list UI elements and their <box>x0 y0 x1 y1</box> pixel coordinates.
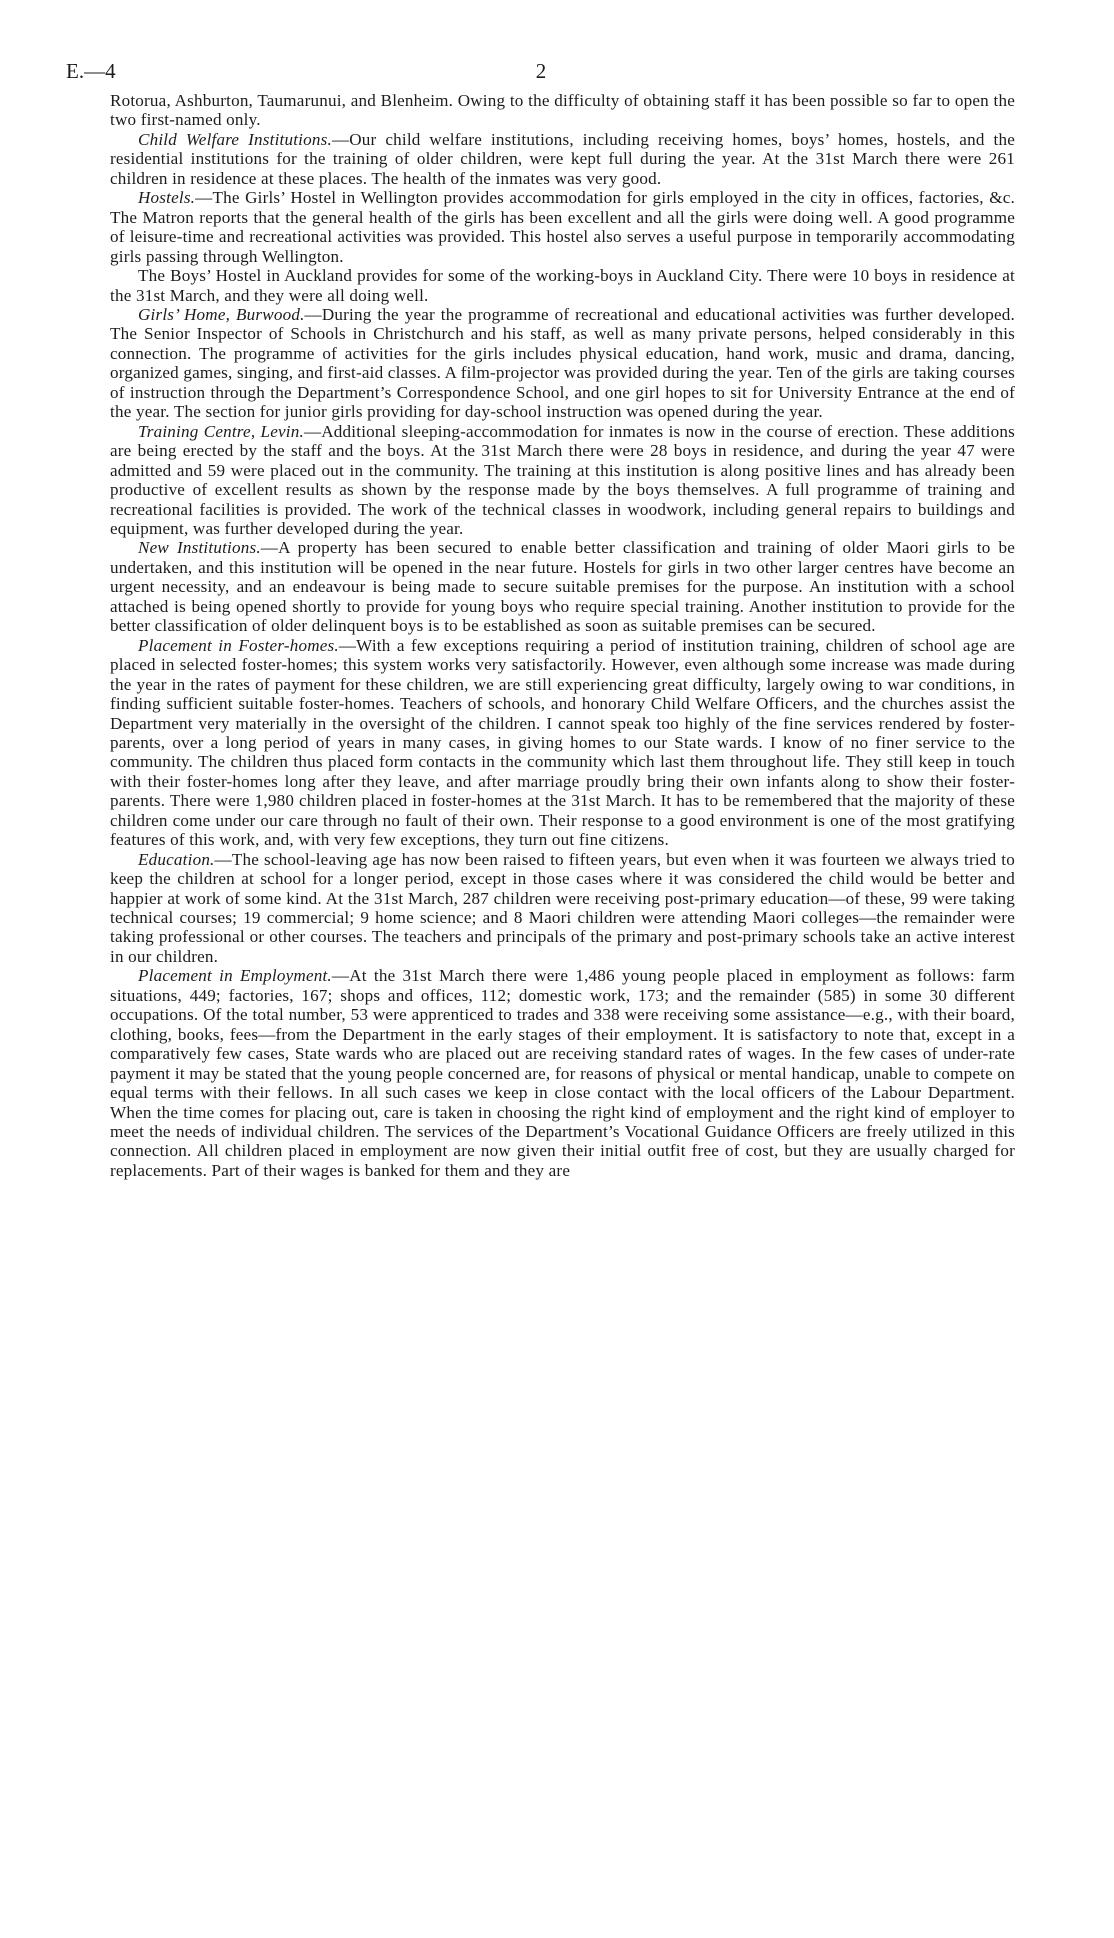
paragraph-girls-home-burwood <box>110 305 1015 422</box>
paragraph-boys-hostel <box>110 266 1015 305</box>
paragraph-new-institutions <box>110 538 1015 635</box>
paragraph-continuation <box>110 91 1015 130</box>
section-heading: Hostels. <box>138 188 196 208</box>
document-page <box>66 55 1016 1180</box>
paragraph-text: —With a few exceptions requiring a period of institution training, children of school age are placed in selected foster-homes; this system works very satisfactorily. However, even although some increase was made during the year in the rates of payment for these children, we are still experiencing great difficulty, largely owing to war conditions, in finding sufficient suitable foster-homes. Teachers of schools, and honorary Child Welfare Officers, and the churches assist the Department very materially in the oversight of the children. I cannot speak too highly of the fine services rendered by foster-parents, over a long period of years in many cases, in giving homes to our State wards. I know of no finer service to the community. The children thus placed form contacts in the community which last them throughout life. They still keep in touch with their foster-homes long after they leave, and after marriage proudly bring their own infants along to show their foster-parents. There were 1,980 children placed in foster-homes at the 31st March. It has to be remembered that the majority of these children come under our care through no fault of their own. Their response to a good environment is one of the most gratifying features of this work, and, with very few exceptions, they turn out fine citizens. <box>110 635 1015 850</box>
paragraph-text: —The Girls’ Hostel in Wellington provides accommodation for girls employed in the city in offices, factories, &c. The Matron reports that the general health of the girls has been excellent and all the girls were doing well. A good programme of leisure-time and recreational activities was provided. This hostel also serves a useful purpose in temporarily accommodating girls passing through Wellington. <box>110 188 1015 266</box>
paragraph-text: The Boys’ Hostel in Auckland provides for some of the working-boys in Auckland City. There were 10 boys in residence at the 31st March, and they were all doing well. <box>110 266 1015 305</box>
section-heading: Placement in Employment. <box>138 966 332 986</box>
paragraph-education <box>110 850 1015 967</box>
paragraph-text: —The school-leaving age has now been raised to fifteen years, but even when it was fourteen we always tried to keep the children at school for a longer period, except in those cases where it was considered the child would be better and happier at work of some kind. At the 31st March, 287 children were receiving post-primary education—of these, 99 were taking technical courses; 19 commercial; 9 home science; and 8 Maori children were attending Maori colleges—the remainder were taking professional or other courses. The teachers and principals of the primary and post-primary schools take an active interest in our children. <box>110 849 1015 966</box>
paragraph-text: —During the year the programme of recreational and educational activities was further developed. The Senior Inspector of Schools in Christchurch and his staff, as well as many private persons, helped considerably in this connection. The programme of activities for the girls includes physical education, hand work, music and drama, dancing, organized games, singing, and first-aid classes. A film-projector was provided during the year. Ten of the girls are taking courses of instruction through the Department’s Correspondence School, and one girl hopes to sit for University Entrance at the end of the year. The section for junior girls providing for day-school instruction was opened during the year. <box>110 304 1015 422</box>
section-heading: Placement in Foster-homes. <box>138 635 339 655</box>
paragraph-text: —At the 31st March there were 1,486 young people placed in employment as follows: farm situations, 449; factories, 167; shops and offices, 112; domestic work, 173; and the remainder (585) in some 30 different occupations. Of the total number, 53 were apprenticed to trades and 338 were receiving some assistance—e.g., with their board, clothing, books, fees—from the Department in the early stages of their employment. It is satisfactory to note that, except in a comparatively few cases, State wards who are placed out are receiving standard rates of wages. In the few cases of under-rate payment it may be stated that the young people concerned are, for reasons of physical or mental handicap, unable to compete on equal terms with their fellows. In all such cases we keep in close contact with the local officers of the Labour Department. When the time comes for placing out, care is taken in choosing the right kind of employment and the right kind of employer to meet the needs of individual children. The services of the Department’s Vocational Guidance Officers are freely utilized in this connection. All children placed in employment are now given their initial outfit free of cost, but they are usually charged for replacements. Part of their wages is banked for them and they are <box>110 966 1016 1180</box>
paragraph-text: Rotorua, Ashburton, Taumarunui, and Blenheim. Owing to the difficulty of obtaining staff it has been possible so far to open the two first-named only. <box>110 91 1015 130</box>
section-heading: Training Centre, Levin. <box>138 421 304 441</box>
paragraph-text: —A property has been secured to enable better classification and training of older Maori girls to be undertaken, and this institution will be opened in the near future. Hostels for girls in two other larger centres have become an urgent necessity, and an endeavour is being made to secure suitable premises for the purpose. An institution with a school attached is being opened shortly to provide for young boys who require special training. Another institution to provide for the better classification of older delinquent boys is to be established as soon as suitable premises can be secured. <box>110 538 1015 636</box>
section-heading: Girls’ Home, Burwood. <box>138 304 305 324</box>
section-heading: Education. <box>138 849 215 869</box>
document-reference: E.—4 <box>66 59 116 83</box>
section-heading: Child Welfare Institutions. <box>138 129 332 149</box>
paragraph-child-welfare-institutions <box>110 130 1015 188</box>
page-header <box>66 55 1016 91</box>
paragraph-placement-foster-homes <box>110 636 1015 850</box>
paragraph-placement-employment <box>110 966 1015 1180</box>
paragraph-training-centre-levin <box>110 422 1015 539</box>
section-heading: New Institutions. <box>138 538 261 558</box>
page-number: 2 <box>535 59 547 83</box>
body-text <box>110 91 1015 1180</box>
paragraph-text: —Our child welfare institutions, including receiving homes, boys’ homes, hostels, and the residential institutions for the training of older children, were kept full during the year. At the 31st March there were 261 children in residence at these places. The health of the inmates was very good. <box>110 129 1015 188</box>
paragraph-hostels <box>110 188 1015 266</box>
paragraph-text: —Additional sleeping-accommodation for inmates is now in the course of erection. These additions are being erected by the staff and the boys. At the 31st March there were 28 boys in residence, and during the year 47 were admitted and 59 were placed out in the community. The training at this institution is along positive lines and has already been productive of excellent results as shown by the response made by the boys themselves. A full programme of training and recreational facilities is provided. The work of the technical classes in woodwork, including general repairs to buildings and equipment, was further developed during the year. <box>110 421 1015 538</box>
